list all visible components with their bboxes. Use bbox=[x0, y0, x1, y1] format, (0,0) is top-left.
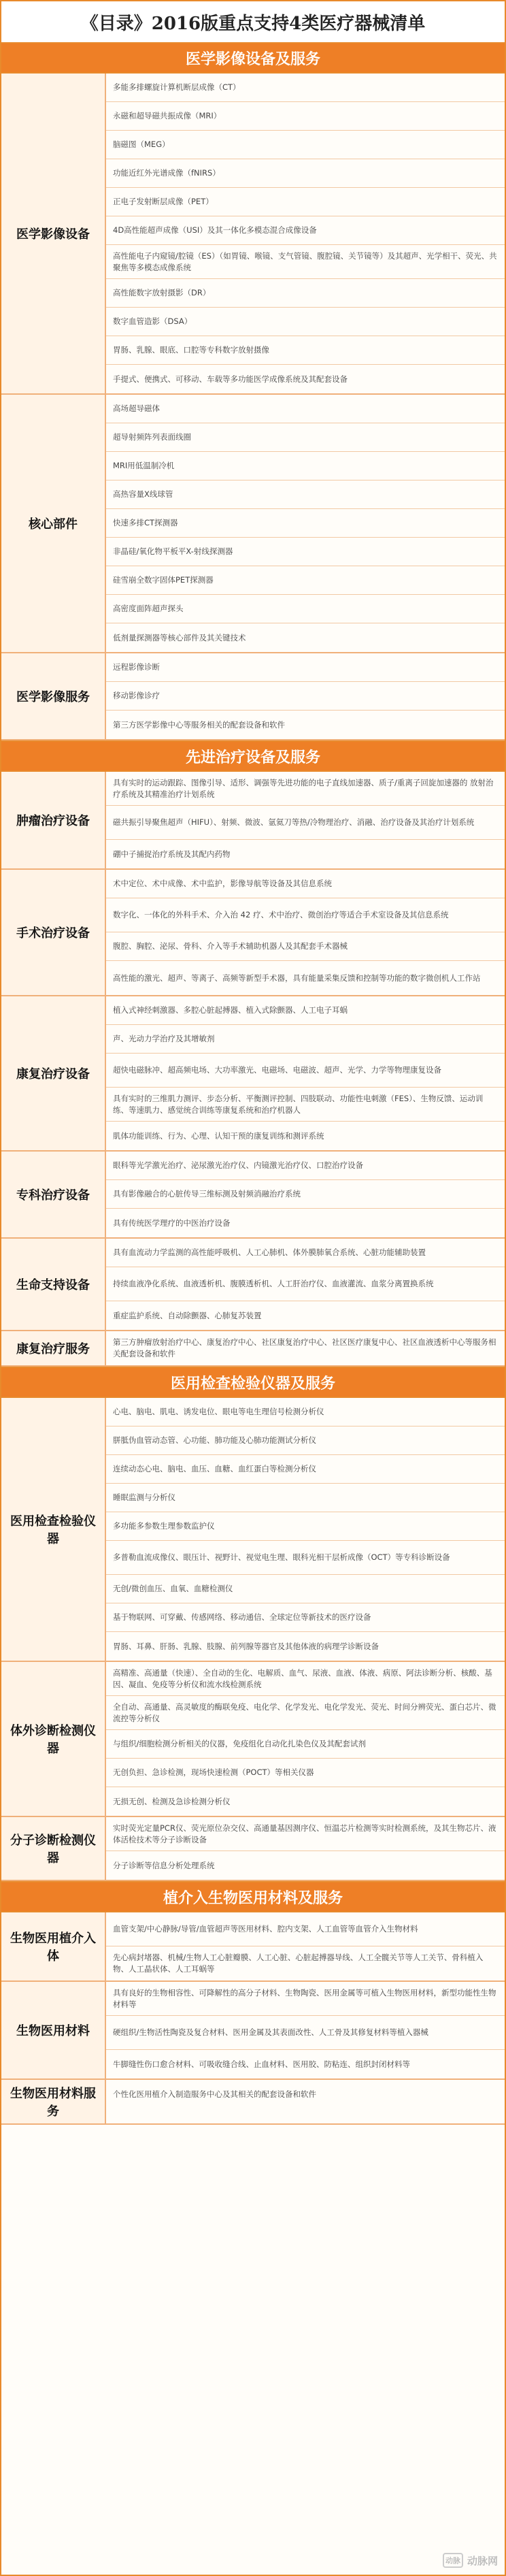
list-item: 第三方肿瘤放射治疗中心、康复治疗中心、社区康复治疗中心、社区医疗康复中心、社区血液透析中心等服务相关配套设备和软件 bbox=[113, 1337, 496, 1358]
category-group bbox=[1, 1982, 505, 2080]
list-item: 牛脚缝性伤口愈合材料、可吸收缝合线、止血材料、医用胶、防粘连、组织封闭材料等 bbox=[113, 2059, 410, 2069]
category-group bbox=[1, 395, 505, 653]
list-item: 重症监护系统、自动除颤器、心肺复苏装置 bbox=[113, 1310, 262, 1320]
list-item: 第三方医学影像中心等服务相关的配套设备和软件 bbox=[113, 719, 285, 730]
category-label: 医学影像服务 bbox=[1, 653, 106, 739]
list-item: 正电子发射断层成像（PET） bbox=[106, 188, 505, 216]
list-item: 手提式、便携式、可移动、车载等多功能医学成像系统及其配套设备 bbox=[113, 374, 348, 384]
watermark-text: 动脉网 bbox=[467, 2554, 498, 2567]
category-items bbox=[106, 772, 505, 868]
category-items bbox=[106, 1912, 505, 1980]
list-item: MRI用低温制冷机 bbox=[106, 452, 505, 480]
list-item: 连续动态心电、脑电、血压、血糖、血红蛋白等检测分析仪 bbox=[106, 1455, 505, 1484]
list-item: 高性能的激光、超声、等离子、高频等新型手术器，具有能量采集反馈和控制等功能的数字微创机人工作站 bbox=[113, 973, 481, 983]
list-item: 非晶硅/氧化物平板平X-射线探测器 bbox=[106, 538, 505, 566]
list-item: 持续血液净化系统、血液透析机、腹膜透析机、人工肝治疗仪、血液灌流、血浆分离置换系统 bbox=[106, 1267, 505, 1301]
category-items bbox=[106, 395, 505, 652]
list-item: 具有良好的生物相容性、可降解性的高分子材料、生物陶瓷、医用金属等可植入生物医用材料，新型功能性生物材料等 bbox=[106, 1982, 505, 2016]
list-item: 分子诊断等信息分析处理系统 bbox=[113, 1860, 215, 1870]
list-item: 快速多排CT探测器 bbox=[106, 509, 505, 538]
category-group bbox=[1, 1817, 505, 1881]
list-item: 植入式神经刺激器、多腔心脏起搏器、植入式除颤器、人工电子耳蜗 bbox=[106, 996, 505, 1025]
category-items bbox=[106, 1239, 505, 1330]
list-item: 永磁和超导磁共振成像（MRI） bbox=[106, 102, 505, 131]
category-items bbox=[106, 1398, 505, 1661]
category-group bbox=[1, 2080, 505, 2125]
list-item: 硼中子捕捉治疗系统及其配内药物 bbox=[113, 849, 231, 859]
list-item: 胼胝伪血管动态管、心功能、肺功能及心肺功能测试分析仪 bbox=[106, 1426, 505, 1455]
category-label: 专科治疗设备 bbox=[1, 1152, 106, 1237]
list-item: 腹腔、胸腔、泌尿、骨科、介入等手术辅助机器人及其配套手术器械 bbox=[106, 932, 505, 961]
category-label: 医用检查检验仪器 bbox=[1, 1398, 106, 1661]
list-item: 声、光动力学治疗及其增敏剂 bbox=[106, 1025, 505, 1054]
watermark-logo-icon: 动脉 bbox=[443, 2553, 463, 2568]
list-item: 功能近红外光谱成像（fNIRS） bbox=[106, 159, 505, 188]
list-item: 脑磁图（MEG） bbox=[106, 131, 505, 159]
list-item: 高密度面阵超声探头 bbox=[106, 595, 505, 623]
list-item: 睡眠监测与分析仪 bbox=[106, 1484, 505, 1512]
list-item: 多功能多参数生理参数监护仪 bbox=[106, 1512, 505, 1541]
category-group bbox=[1, 1331, 505, 1367]
list-item: 数字化、一体化的外科手术、介入治 42 疗、术中治疗、微创治疗等适合手术室设备及其信息系统 bbox=[106, 898, 505, 932]
list-item: 具有影像融合的心脏传导三维标测及射频消融治疗系统 bbox=[106, 1180, 505, 1209]
category-label: 医学影像设备 bbox=[1, 74, 106, 393]
list-item: 无创/微创血压、血氧、血糖检测仪 bbox=[106, 1575, 505, 1603]
list-item: 高性能电子内窥镜/腔镜（ES）（如胃镜、喉镜、支气管镜、腹腔镜、关节镜等）及其超声、光学相干、荧光、共聚焦等多模态成像系统 bbox=[106, 245, 505, 279]
list-item: 超快电磁脉冲、超高频电场、大功率激光、电磁场、电磁波、超声、光学、力学等物理康复设备 bbox=[106, 1054, 505, 1088]
category-items bbox=[106, 653, 505, 739]
list-item: 术中定位、术中成像、术中监护，影像导航等设备及其信息系统 bbox=[106, 870, 505, 898]
list-item: 数字血管造影（DSA） bbox=[106, 308, 505, 336]
list-item: 高性能数字放射摄影（DR） bbox=[106, 279, 505, 308]
list-item: 磁共振引导聚焦超声（HIFU）、射频、微波、氩氦刀等热/冷物理治疗、消融、治疗设备及其治疗计划系统 bbox=[106, 806, 505, 840]
list-item: 具有实时的运动跟踪、图像引导、适形、调强等先进功能的电子直线加速器、质子/重离子回旋加速器的 放射治疗系统及其精准治疗计划系统 bbox=[106, 772, 505, 806]
list-item: 无损无创、检测及急诊检测分析仪 bbox=[113, 1796, 231, 1806]
category-label: 生物医用材料 bbox=[1, 1982, 106, 2078]
category-items bbox=[106, 870, 505, 995]
category-group bbox=[1, 1398, 505, 1662]
list-item: 低剂量探测器等核心部件及其关键技术 bbox=[113, 632, 246, 642]
list-item: 硬组织/生物活性陶瓷及复合材料、医用金属及其表面改性、人工骨及其修复材料等植入器械 bbox=[106, 2016, 505, 2050]
list-item: 高精准、高通量（快速）、全自动的生化、电解质、血气、尿液、血液、体液、病原、阿法诊断分析、核酸、基因、凝血、免疫等分析仪和流水线检测系统 bbox=[106, 1662, 505, 1696]
list-item: 超导射频阵列表面线圈 bbox=[106, 423, 505, 452]
list-item: 胃肠、乳腺、眼底、口腔等专科数字放射摄像 bbox=[106, 336, 505, 365]
category-items bbox=[106, 1817, 505, 1880]
category-group bbox=[1, 74, 505, 395]
list-item: 具有实时的三维肌力测评、步态分析、平衡测评控制、四肢联动、功能性电刺激（FES）、生物反馈、运动训练、等速肌力、感觉统合训练等康复系统和治疗机器人 bbox=[106, 1088, 505, 1122]
category-items bbox=[106, 1662, 505, 1816]
category-label: 手术治疗设备 bbox=[1, 870, 106, 995]
category-label: 分子诊断检测仪器 bbox=[1, 1817, 106, 1880]
list-item: 先心病封堵器、机械/生物人工心脏瓣膜、人工心脏、心脏起搏器导线、人工全髋关节等人工关节、骨科植入物、人工晶状体、人工耳蜗等 bbox=[113, 1953, 484, 1974]
category-group bbox=[1, 1239, 505, 1331]
document-title: 《目录》2016版重点支持4类医疗器械清单 bbox=[1, 1, 505, 42]
sections-container bbox=[1, 42, 505, 2125]
list-item: 与组织/细胞检测分析相关的仪器，免疫组化自动化扎染色仪及其配套试剂 bbox=[106, 1730, 505, 1759]
category-group bbox=[1, 1912, 505, 1982]
list-item: 具有传统医学理疗的中医治疗设备 bbox=[113, 1218, 231, 1228]
list-item: 具有血流动力学监测的高性能呼吸机、人工心肺机、体外膜肺氧合系统、心脏功能辅助装置 bbox=[106, 1239, 505, 1267]
list-item: 高场超导磁体 bbox=[106, 395, 505, 423]
section-header: 医学影像设备及服务 bbox=[1, 42, 505, 74]
category-label: 康复治疗服务 bbox=[1, 1331, 106, 1365]
list-item: 多能多排螺旋计算机断层成像（CT） bbox=[106, 74, 505, 102]
category-group bbox=[1, 1152, 505, 1239]
category-group bbox=[1, 772, 505, 870]
category-group bbox=[1, 996, 505, 1152]
list-item: 血管支架/中心静脉/导管/血管超声等医用材料、腔内支架、人工血管等血管介入生物材料 bbox=[106, 1912, 505, 1946]
category-label: 生物医用植介入体 bbox=[1, 1912, 106, 1980]
category-label: 体外诊断检测仪器 bbox=[1, 1662, 106, 1816]
list-item: 高热容量X线球管 bbox=[106, 480, 505, 509]
list-item: 全自动、高通量、高灵敏度的酶联免疫、电化学、化学发光、电化学发光、荧光、时间分辨荧光、蛋白芯片、微流控等分析仪 bbox=[106, 1696, 505, 1730]
section-header: 植介入生物医用材料及服务 bbox=[1, 1881, 505, 1912]
category-label: 康复治疗设备 bbox=[1, 996, 106, 1150]
section-header: 先进治疗设备及服务 bbox=[1, 740, 505, 772]
list-item: 无创负担、急诊检测，现场快速检测（POCT）等相关仪器 bbox=[106, 1759, 505, 1787]
category-label: 核心部件 bbox=[1, 395, 106, 652]
watermark bbox=[443, 2553, 498, 2568]
category-label: 肿瘤治疗设备 bbox=[1, 772, 106, 868]
list-item: 实时荧光定量PCR仪、荧光原位杂交仪、高通量基因测序仪、恒温芯片检测等实时检测系统，及其生物芯片、液体活检技术等分子诊断设备 bbox=[106, 1817, 505, 1851]
category-items bbox=[106, 1982, 505, 2078]
category-items bbox=[106, 1152, 505, 1237]
category-label: 生物医用材料服务 bbox=[1, 2080, 106, 2123]
list-item: 肌体功能训练、行为、心理、认知干预的康复训练和测评系统 bbox=[113, 1130, 324, 1141]
category-items bbox=[106, 74, 505, 393]
list-item: 眼科等光学激光治疗、泌尿激光治疗仪、内镜激光治疗仪、口腔治疗设备 bbox=[106, 1152, 505, 1180]
list-item: 胃肠、耳鼻、肝肠、乳腺、肢腺、前列腺等器官及其他体液的病理学诊断设备 bbox=[113, 1641, 379, 1651]
section-header: 医用检查检验仪器及服务 bbox=[1, 1367, 505, 1398]
category-items bbox=[106, 1331, 505, 1365]
category-label: 生命支持设备 bbox=[1, 1239, 106, 1330]
list-item: 多普勒血流成像仪、眼压计、视野计、视觉电生理、眼科光相干层析成像（OCT）等专科诊断设备 bbox=[106, 1541, 505, 1575]
category-items bbox=[106, 996, 505, 1150]
category-group bbox=[1, 653, 505, 740]
list-item: 心电、脑电、肌电、诱发电位、眼电等电生理信号检测分析仪 bbox=[106, 1398, 505, 1426]
list-item: 4D高性能超声成像（USI）及其一体化多模态混合成像设备 bbox=[106, 216, 505, 245]
category-items bbox=[106, 2080, 505, 2123]
list-item: 基于物联网、可穿戴、传感网络、移动通信、全球定位等新技术的医疗设备 bbox=[106, 1603, 505, 1632]
category-group bbox=[1, 1662, 505, 1817]
list-item: 远程影像诊断 bbox=[106, 653, 505, 682]
list-item: 硅雪崩全数字固体PET探测器 bbox=[106, 566, 505, 595]
list-item: 移动影像诊疗 bbox=[106, 682, 505, 711]
list-item: 个性化医用植介入制造服务中心及其相关的配套设备和软件 bbox=[113, 2089, 316, 2099]
category-group bbox=[1, 870, 505, 996]
